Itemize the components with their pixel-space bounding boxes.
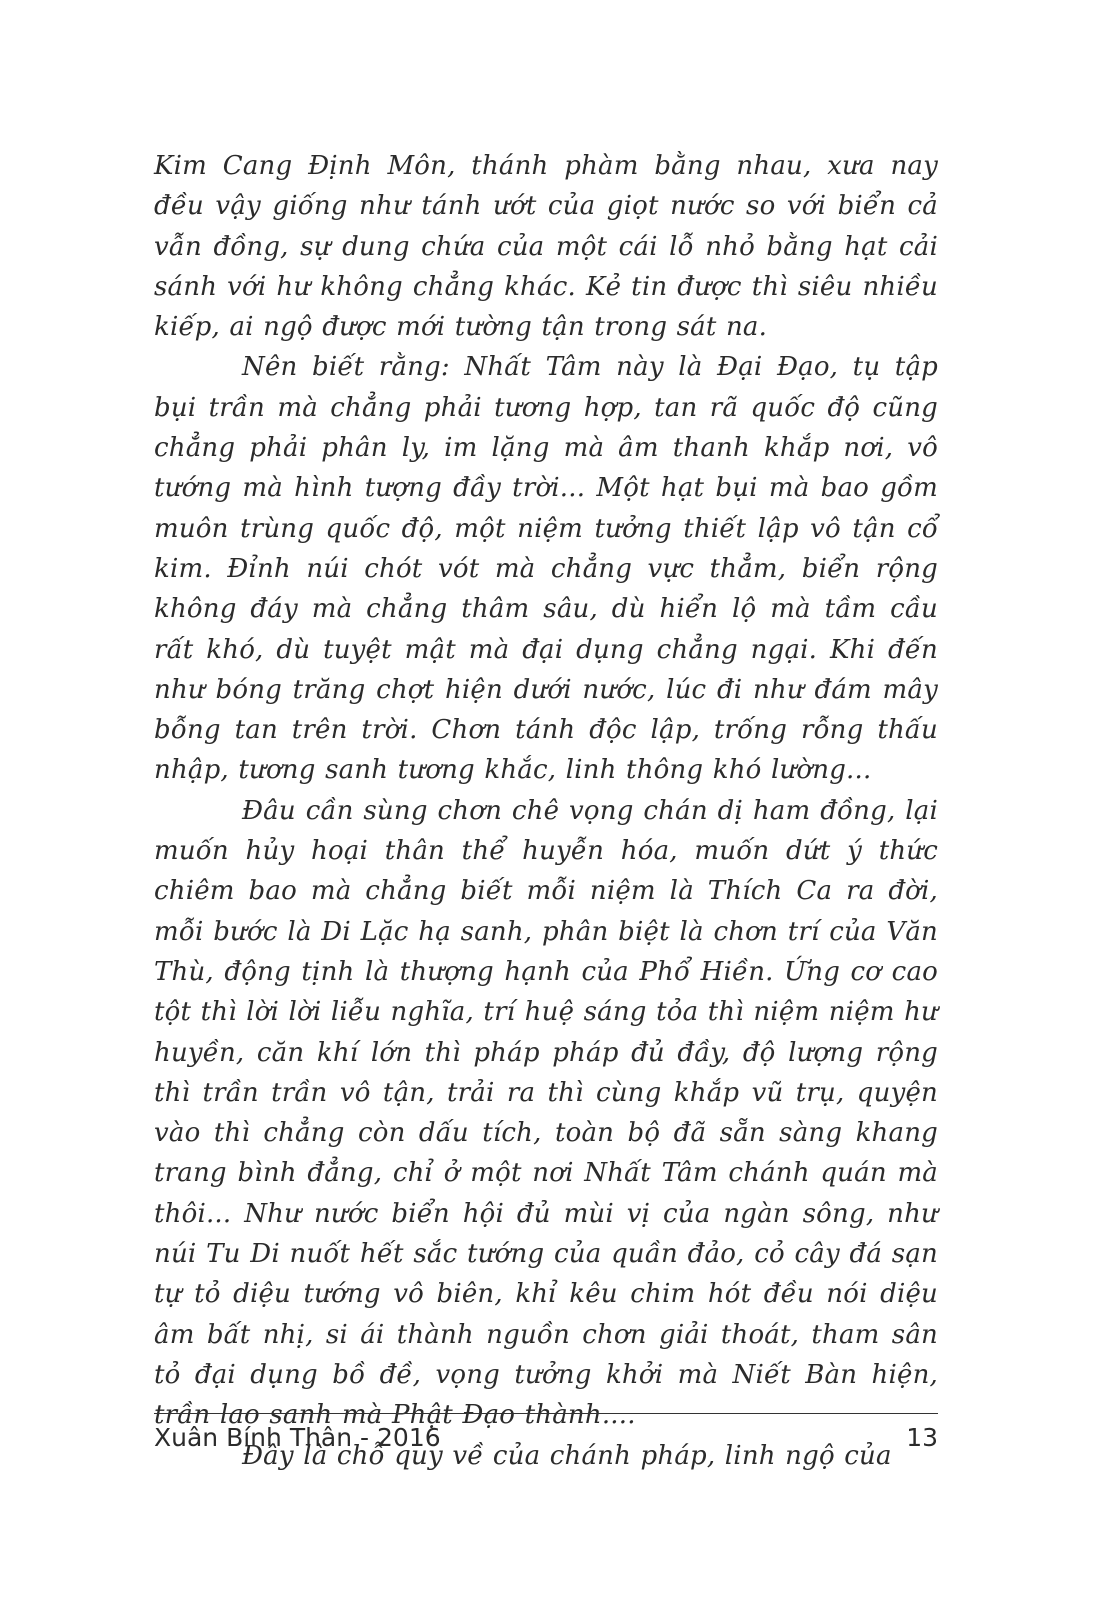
footer-title: Xuân Bính Thân - 2016 <box>154 1423 441 1452</box>
body-text <box>154 146 938 1476</box>
page-number: 13 <box>906 1423 938 1452</box>
paragraph-4: Đây là chỗ quy về của chánh pháp, linh ngộ của <box>242 1440 892 1471</box>
paragraph-2: Nên biết rằng: Nhất Tâm này là Đại Đạo, tụ tập bụi trần mà chẳng phải tương hợp, tan rã quốc độ cũng chẳng phải phân ly, im lặng mà âm thanh khắp nơi, vô tướng mà hình tượng đầy trời... Một hạt bụi mà bao gồm muôn trùng quốc độ, một niệm tưởng thiết lập vô tận cổ kim. Đỉnh núi chót vót mà chẳng vực thẳm, biển rộng không đáy mà chẳng thâm sâu, dù hiển lộ mà tầm cầu rất khó, dù tuyệt mật mà đại dụng chẳng ngại. Khi đến như bóng trăng chợt hiện dưới nước, lúc đi như đám mây bỗng tan trên trời. Chơn tánh độc lập, trống rỗng thấu nhập, tương sanh tương khắc, linh thông khó lường... <box>154 352 938 786</box>
footer-divider <box>154 1413 938 1414</box>
paragraph-3: Đâu cần sùng chơn chê vọng chán dị ham đồng, lại muốn hủy hoại thân thể huyễn hóa, muốn dứt ý thức chiêm bao mà chẳng biết mỗi niệm là Thích Ca ra đời, mỗi bước là Di Lặc hạ sanh, phân biệt là chơn trí của Văn Thù, động tịnh là thượng hạnh của Phổ Hiền. Ứng cơ cao tột thì lời lời liễu nghĩa, trí huệ sáng tỏa thì niệm niệm hư huyền, căn khí lớn thì pháp pháp đủ đầy, độ lượng rộng thì trần trần vô tận, trải ra thì cùng khắp vũ trụ, quyện vào thì chẳng còn dấu tích, toàn bộ đã sẵn sàng khang trang bình đẳng, chỉ ở một nơi Nhất Tâm chánh quán mà thôi... Như nước biển hội đủ mùi vị của ngàn sông, như núi Tu Di nuốt hết sắc tướng của quần đảo, cỏ cây đá sạn tự tỏ diệu tướng vô biên, khỉ kêu chim hót đều nói diệu âm bất nhị, si ái thành nguồn chơn giải thoát, tham sân tỏ đại dụng bồ đề, vọng tưởng khởi mà Niết Bàn hiện, trần lao sanh mà Phật Đạo thành.... <box>154 795 938 1431</box>
paragraph-1: Kim Cang Định Môn, thánh phàm bằng nhau, xưa nay đều vậy giống như tánh ướt của giọt nước so với biển cả vẫn đồng, sự dung chứa của một cái lỗ nhỏ bằng hạt cải sánh với hư không chẳng khác. Kẻ tin được thì siêu nhiều kiếp, ai ngộ được mới tường tận trong sát na. <box>154 151 938 343</box>
